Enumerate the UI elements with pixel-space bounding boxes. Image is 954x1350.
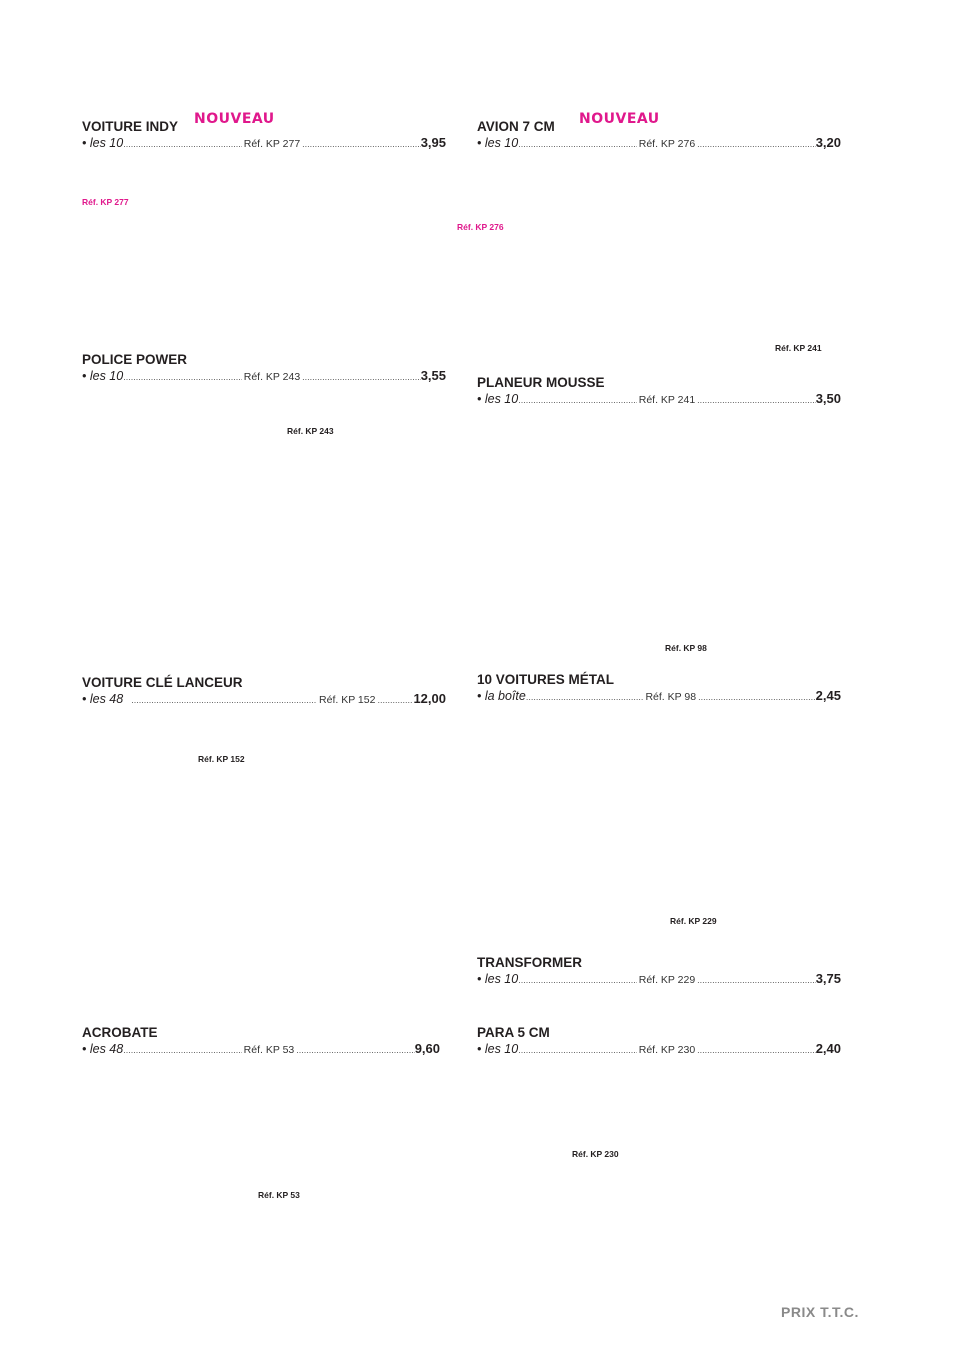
product-quantity: • les 10 <box>477 972 519 986</box>
photo-caption: Réf. KP 152 <box>198 754 245 764</box>
new-badge: NOUVEAU <box>579 111 660 127</box>
price-line <box>477 135 841 152</box>
dot-leader <box>697 136 816 152</box>
photo-caption: Réf. KP 53 <box>258 1190 300 1200</box>
price-line <box>477 688 841 705</box>
product-quantity: • la boîte <box>477 689 526 703</box>
photo-caption: Réf. KP 243 <box>287 426 334 436</box>
product-price: 12,00 <box>413 691 446 706</box>
dot-leader <box>296 1042 414 1058</box>
product-title: PLANEUR MOUSSE <box>477 375 605 390</box>
product-price: 3,75 <box>815 971 841 986</box>
product-price: 2,45 <box>815 688 841 703</box>
product-ref: Réf. KP 230 <box>638 1044 696 1056</box>
dot-leader <box>131 692 317 708</box>
product-ref: Réf. KP 229 <box>638 974 696 986</box>
photo-caption: Réf. KP 277 <box>82 197 129 207</box>
product-quantity: • les 10 <box>82 369 124 383</box>
product-acrobate <box>82 1025 440 1058</box>
dot-leader <box>518 1042 637 1058</box>
dot-leader <box>697 1042 816 1058</box>
product-para-5cm <box>477 1025 841 1058</box>
product-title: VOITURE INDY <box>82 119 179 134</box>
photo-caption: Réf. KP 229 <box>670 916 717 926</box>
price-line <box>477 1041 841 1058</box>
product-ref: Réf. KP 98 <box>645 691 697 703</box>
product-voiture-cle-lanceur <box>82 675 446 708</box>
product-planeur-mousse <box>477 375 841 408</box>
dot-leader <box>377 692 413 708</box>
photo-caption: Réf. KP 276 <box>457 222 504 232</box>
product-title: PARA 5 CM <box>477 1025 550 1040</box>
price-line <box>477 971 841 988</box>
product-quantity: • les 10 <box>477 136 519 150</box>
product-quantity: • les 10 <box>477 392 519 406</box>
product-ref: Réf. KP 276 <box>638 138 696 150</box>
photo-caption: Réf. KP 241 <box>775 343 822 353</box>
dot-leader <box>123 1042 241 1058</box>
product-10-voitures-metal <box>477 672 841 705</box>
dot-leader <box>518 972 637 988</box>
dot-leader <box>698 689 816 705</box>
product-transformer <box>477 955 841 988</box>
product-ref: Réf. KP 241 <box>638 394 696 406</box>
dot-leader <box>518 392 637 408</box>
dot-leader <box>123 369 242 385</box>
product-price: 3,95 <box>420 135 446 150</box>
product-title: 10 VOITURES MÉTAL <box>477 672 615 687</box>
product-quantity: • les 10 <box>477 1042 519 1056</box>
product-title: TRANSFORMER <box>477 955 582 970</box>
product-title: POLICE POWER <box>82 352 188 367</box>
dot-leader <box>302 369 421 385</box>
dot-leader <box>697 392 816 408</box>
product-ref: Réf. KP 152 <box>319 694 376 706</box>
product-title: VOITURE CLÉ LANCEUR <box>82 675 243 690</box>
product-ref: Réf. KP 53 <box>243 1044 295 1056</box>
product-quantity: • les 48 <box>82 1042 124 1056</box>
product-title: AVION 7 CM <box>477 119 555 134</box>
product-price: 3,20 <box>815 135 841 150</box>
dot-leader <box>518 136 637 152</box>
product-police-power <box>82 352 446 385</box>
price-line <box>82 135 446 152</box>
price-line <box>477 391 841 408</box>
photo-caption: Réf. KP 230 <box>572 1149 619 1159</box>
dot-leader <box>697 972 816 988</box>
product-ref: Réf. KP 277 <box>243 138 301 150</box>
price-line <box>82 1041 440 1058</box>
product-price: 3,55 <box>420 368 446 383</box>
price-line <box>82 691 446 708</box>
product-price: 2,40 <box>815 1041 841 1056</box>
product-price: 9,60 <box>414 1041 440 1056</box>
dot-leader <box>526 689 644 705</box>
product-ref: Réf. KP 243 <box>243 371 301 383</box>
dot-leader <box>123 136 242 152</box>
photo-caption: Réf. KP 98 <box>665 643 707 653</box>
product-title: ACROBATE <box>82 1025 158 1040</box>
product-quantity: • les 48 <box>82 692 124 706</box>
product-quantity: • les 10 <box>82 136 124 150</box>
footer-price-note: PRIX T.T.C. <box>781 1304 859 1320</box>
dot-leader <box>302 136 421 152</box>
price-line <box>82 368 446 385</box>
new-badge: NOUVEAU <box>194 111 275 127</box>
product-price: 3,50 <box>815 391 841 406</box>
